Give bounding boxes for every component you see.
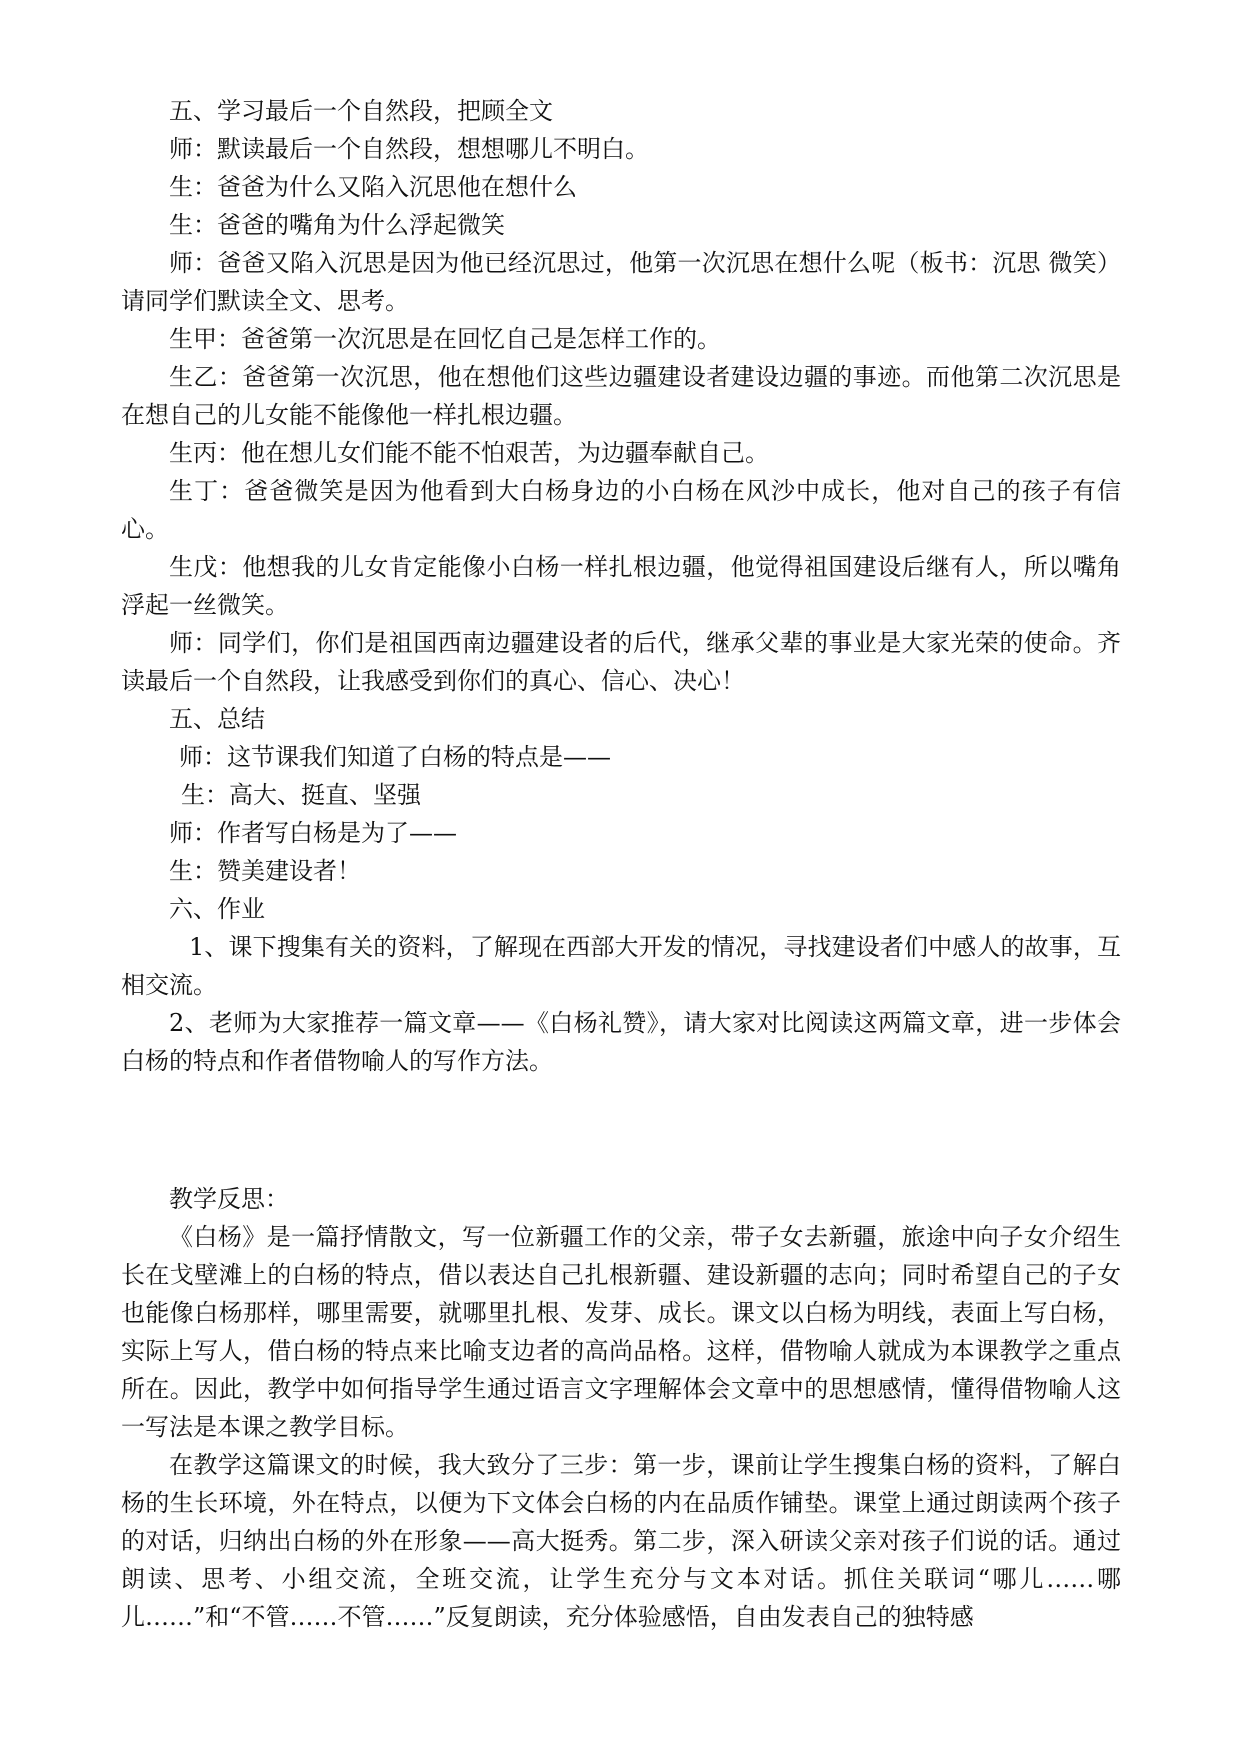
- reflection-heading: 教学反思：: [169, 1185, 289, 1213]
- document-body: [121, 92, 1121, 1636]
- dialogue-line: 师：同学们，你们是祖国西南边疆建设者的后代，继承父辈的事业是大家光荣的使命。齐读最后一个自然段，让我感受到你们的真心、信心、决心！: [121, 629, 1121, 695]
- dialogue-line: 生甲：爸爸第一次沉思是在回忆自己是怎样工作的。: [169, 325, 721, 353]
- dialogue-line: 师：爸爸又陷入沉思是因为他已经沉思过，他第一次沉思在想什么呢（板书：沉思 微笑）请同学们默读全文、思考。: [121, 249, 1121, 315]
- homework-item: 2、老师为大家推荐一篇文章——《白杨礼赞》，请大家对比阅读这两篇文章，进一步体会白杨的特点和作者借物喻人的写作方法。: [121, 1009, 1121, 1075]
- homework-item: 1、课下搜集有关的资料，了解现在西部大开发的情况，寻找建设者们中感人的故事，互相交流。: [121, 933, 1121, 999]
- dialogue-line: 生：爸爸为什么又陷入沉思他在想什么: [169, 173, 577, 201]
- dialogue-line: 生丙：他在想儿女们能不能不怕艰苦，为边疆奉献自己。: [169, 439, 769, 467]
- section-heading: 六、作业: [169, 895, 265, 923]
- reflection-paragraph: 在教学这篇课文的时候，我大致分了三步：第一步，课前让学生搜集白杨的资料，了解白杨的生长环境，外在特点，以便为下文体会白杨的内在品质作铺垫。课堂上通过朗读两个孩子的对话，归纳出白杨的外在形象——高大挺秀。第二步，深入研读父亲对孩子们说的话。通过朗读、思考、小组交流，全班交流，让学生充分与文本对话。抓住关联词“哪儿……哪儿……”和“不管……不管……”反复朗读，充分体验感悟，自由发表自己的独特感: [121, 1451, 1121, 1631]
- dialogue-line: 生：赞美建设者！: [169, 857, 361, 885]
- section-heading: 五、总结: [169, 705, 265, 733]
- reflection-paragraph: 《白杨》是一篇抒情散文，写一位新疆工作的父亲，带子女去新疆，旅途中向子女介绍生长在戈壁滩上的白杨的特点，借以表达自己扎根新疆、建设新疆的志向；同时希望自己的子女也能像白杨那样，哪里需要，就哪里扎根、发芽、成长。课文以白杨为明线，表面上写白杨，实际上写人，借白杨的特点来比喻支边者的高尚品格。这样，借物喻人就成为本课教学之重点所在。因此，教学中如何指导学生通过语言文字理解体会文章中的思想感情，懂得借物喻人这一写法是本课之教学目标。: [121, 1223, 1121, 1441]
- dialogue-line: 生丁：爸爸微笑是因为他看到大白杨身边的小白杨在风沙中成长，他对自己的孩子有信心。: [121, 477, 1121, 543]
- dialogue-line: 生：爸爸的嘴角为什么浮起微笑: [169, 211, 505, 239]
- section-heading: 五、学习最后一个自然段，把顾全文: [169, 97, 553, 125]
- section-spacer: [121, 1080, 1121, 1180]
- dialogue-line: 师：默读最后一个自然段，想想哪儿不明白。: [169, 135, 649, 163]
- dialogue-line: 生戊：他想我的儿女肯定能像小白杨一样扎根边疆，他觉得祖国建设后继有人，所以嘴角浮起一丝微笑。: [121, 553, 1121, 619]
- dialogue-line: 师：作者写白杨是为了——: [169, 819, 457, 847]
- dialogue-line: 生乙：爸爸第一次沉思，他在想他们这些边疆建设者建设边疆的事迹。而他第二次沉思是在想自己的儿女能不能像他一样扎根边疆。: [121, 363, 1121, 429]
- dialogue-line: 生：高大、挺直、坚强: [181, 781, 421, 809]
- dialogue-line: 师：这节课我们知道了白杨的特点是——: [179, 743, 611, 771]
